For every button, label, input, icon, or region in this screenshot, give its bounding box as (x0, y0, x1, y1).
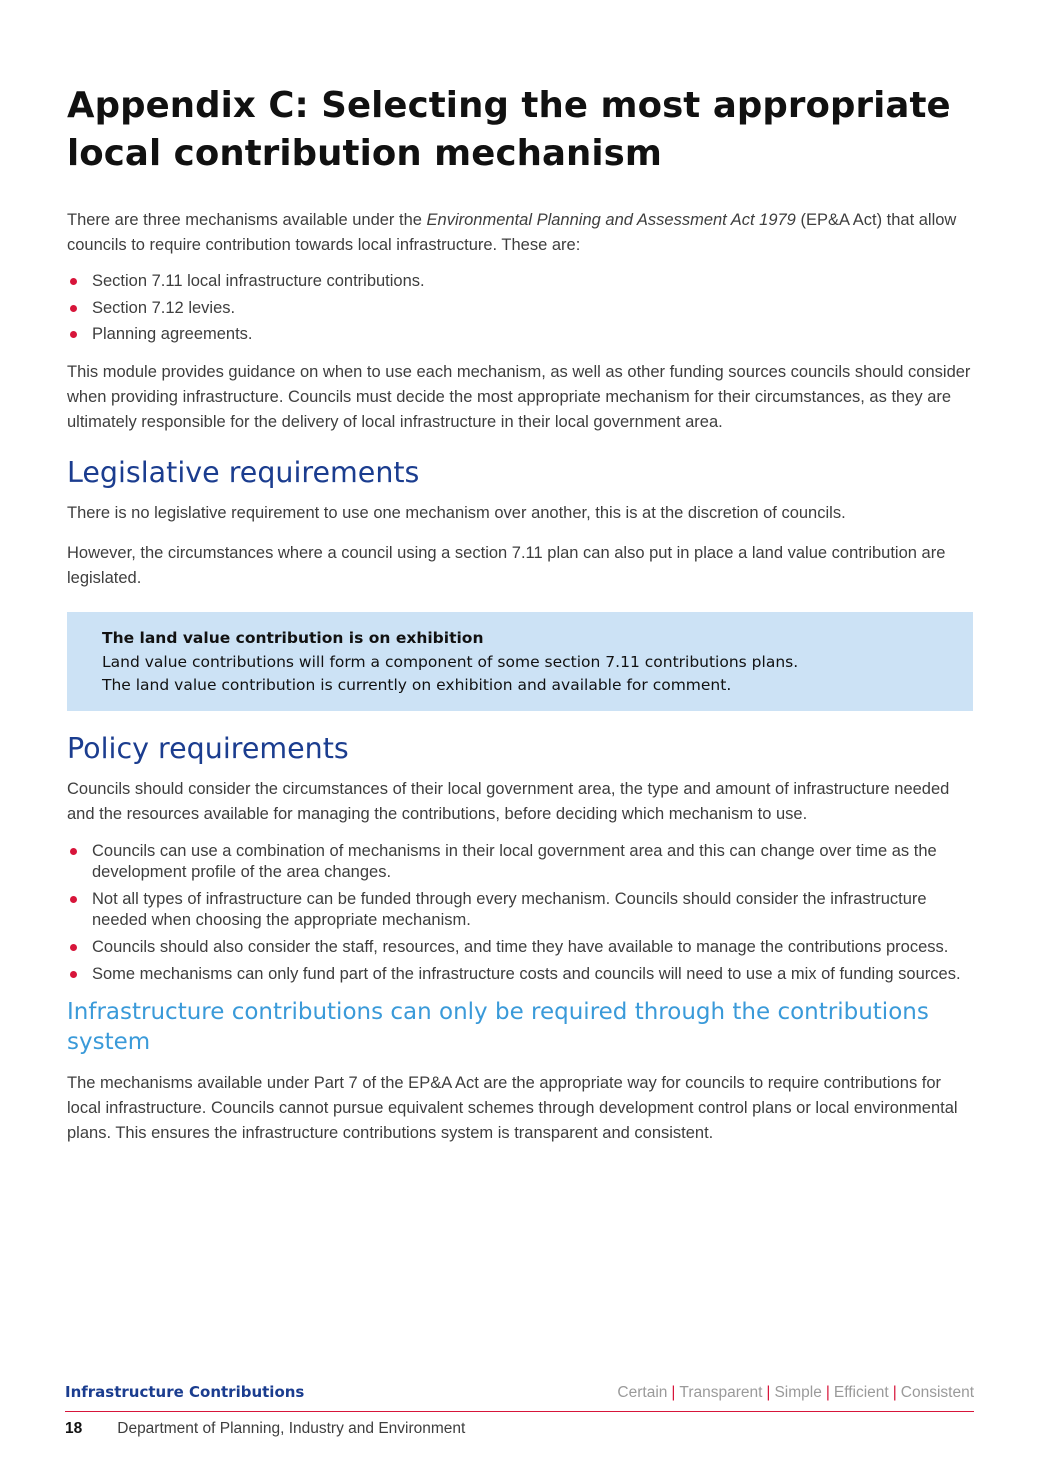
footer-separator: | (825, 1384, 830, 1401)
list-item (67, 841, 973, 883)
act-name: Environmental Planning and Assessment Act 1979 (426, 211, 796, 229)
policy-heading: Policy requirements (67, 731, 349, 765)
policy-list (67, 841, 973, 985)
list-item-text: Section 7.11 local infrastructure contributions. (92, 272, 425, 290)
list-item (67, 937, 973, 958)
footer-brand: Infrastructure Contributions (65, 1383, 305, 1401)
list-item (67, 295, 973, 322)
callout-line-2: The land value contribution is currently on exhibition and available for comment. (102, 675, 732, 694)
footer-tag: Efficient (833, 1384, 889, 1401)
footer-separator: | (766, 1384, 771, 1401)
contributions-system-heading: Infrastructure contributions can only be required through the contributions system (67, 998, 929, 1055)
bullet-dot-icon (70, 944, 77, 951)
callout-title: The land value contribution is on exhibition (102, 628, 484, 647)
bullet-dot-icon (70, 971, 77, 978)
mechanisms-list (67, 268, 973, 348)
intro-text-before: There are three mechanisms available under the (67, 211, 427, 229)
list-item (67, 964, 973, 985)
list-item-text: Not all types of infrastructure can be funded through every mechanism. Councils should consider the infrastructure needed when choosing the appropriate mechanism. (92, 889, 927, 929)
footer-separator: | (671, 1384, 676, 1401)
page-number: 18 (65, 1420, 83, 1437)
legislative-paragraph-2: However, the circumstances where a council using a section 7.11 plan can also put in place a land value contribution are legislated. (67, 543, 946, 587)
module-paragraph: This module provides guidance on when to use each mechanism, as well as other funding sources councils should consider when providing infrastructure. Councils must decide the most appropriate mechanism for their circumstances, as they are ultimately responsible for the delivery of local infrastructure in their local government area. (67, 362, 971, 431)
legislative-paragraph-1: There is no legislative requirement to use one mechanism over another, this is at the discretion of councils. (67, 503, 846, 522)
legislative-heading: Legislative requirements (67, 455, 420, 489)
department-name: Department of Planning, Industry and Environment (117, 1420, 466, 1437)
page-title-line-1: Appendix C: Selecting the most appropriate (67, 85, 951, 126)
exhibition-callout (67, 612, 973, 711)
footer-tag: Consistent (900, 1384, 974, 1401)
policy-intro: Councils should consider the circumstances of their local government area, the type and amount of infrastructure needed and the resources available for managing the contributions, before deciding which mechanism to use. (67, 779, 950, 823)
document-page (67, 82, 973, 1146)
footer-tag: Certain (617, 1384, 668, 1401)
page-footer (65, 1383, 974, 1438)
bullet-dot-icon (70, 278, 77, 285)
intro-paragraph (67, 208, 973, 258)
page-title-line-2: local contribution mechanism (67, 133, 662, 174)
list-item-text: Planning agreements. (92, 325, 253, 343)
intro-text-after: (EP&A Act) that allow councils to require contribution towards local infrastructure. These are: (67, 211, 957, 254)
footer-divider (65, 1411, 974, 1412)
list-item (67, 321, 973, 348)
bullet-dot-icon (70, 305, 77, 312)
list-item-text: Councils can use a combination of mechanisms in their local government area and this can change over time as the development profile of the area changes. (92, 841, 937, 881)
footer-separator: | (892, 1384, 897, 1401)
bullet-dot-icon (70, 848, 77, 855)
footer-tag: Simple (774, 1384, 822, 1401)
list-item (67, 889, 973, 931)
bullet-dot-icon (70, 331, 77, 338)
bullet-dot-icon (70, 896, 77, 903)
list-item-text: Councils should also consider the staff, resources, and time they have available to manage the contributions process. (92, 937, 949, 956)
list-item (67, 268, 973, 295)
list-item-text: Section 7.12 levies. (92, 298, 236, 317)
contributions-system-paragraph: The mechanisms available under Part 7 of the EP&A Act are the appropriate way for councils to require contributions for local infrastructure. Councils cannot pursue equivalent schemes through development control plans or local environmental plans. This ensures the infrastructure contributions system is transparent and consistent. (67, 1073, 958, 1142)
callout-line-1: Land value contributions will form a component of some section 7.11 contributions plans. (102, 652, 799, 671)
list-item-text: Some mechanisms can only fund part of the infrastructure costs and councils will need to use a mix of funding sources. (92, 964, 961, 983)
page-title (67, 82, 973, 178)
footer-tagline (617, 1384, 974, 1402)
footer-tag: Transparent (679, 1384, 763, 1401)
